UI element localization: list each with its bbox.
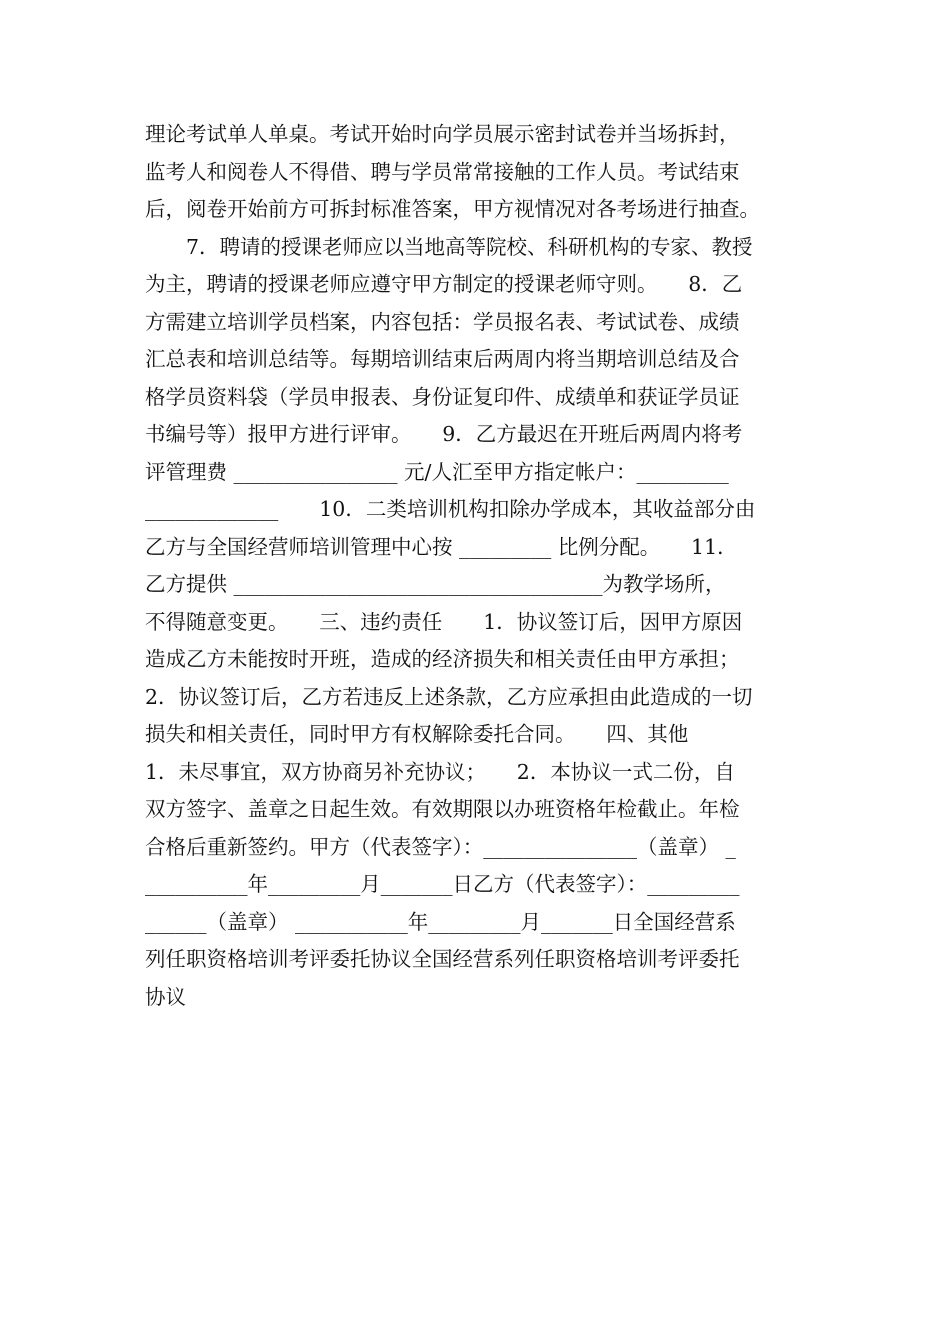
text-line-16: 2．协议签订后，乙方若违反上述条款，乙方应承担由此造成的一切 <box>145 684 753 709</box>
text-line-5: 为主，聘请的授课老师应遵守甲方制定的授课老师守则。 8．乙 <box>145 272 743 296</box>
text-line-20: 合格后重新签约。甲方（代表签字）：_______________（盖章） _ <box>145 834 736 859</box>
text-line-12: 乙方与全国经营师培训管理中心按 _________ 比例分配。 11． <box>145 534 738 559</box>
text-line-10: 评管理费 ________________ 元/人汇至甲方指定帐户：_________ <box>145 459 729 484</box>
contract-body-text <box>145 116 815 1016</box>
text-line-15: 造成乙方未能按时开班，造成的经济损失和相关责任由甲方承担； <box>145 647 740 671</box>
text-line-4: 7．聘请的授课老师应以当地高等院校、科研机构的专家、教授 <box>145 234 753 259</box>
text-line-13: 乙方提供 ____________________________________为教学场所， <box>145 572 726 596</box>
text-line-19: 双方签字、盖章之日起生效。有效期限以办班资格年检截止。年检 <box>145 797 740 821</box>
text-line-21: __________年_________月_______日乙方（代表签字）：_________ <box>145 872 740 896</box>
text-line-14: 不得随意变更。 三、违约责任 1．协议签订后，因甲方原因 <box>145 609 743 634</box>
text-line-18: 1．未尽事宜，双方协商另补充协议； 2．本协议一式二份，自 <box>145 759 735 784</box>
text-line-6: 方需建立培训学员档案，内容包括：学员报名表、考试试卷、成绩 <box>145 309 740 334</box>
text-line-11: _____________ 10．二类培训机构扣除办学成本，其收益部分由 <box>145 497 756 521</box>
text-line-22: ______（盖章） ___________年_________月_______日全国经营系 <box>145 909 736 934</box>
text-line-8: 格学员资料袋（学员申报表、身份证复印件、成绩单和获证学员证 <box>145 384 740 409</box>
text-line-9: 书编号等）报甲方进行评审。 9．乙方最迟在开班后两周内将考 <box>145 422 743 446</box>
text-line-1: 理论考试单人单桌。考试开始时向学员展示密封试卷并当场拆封， <box>145 122 740 146</box>
text-line-24: 协议 <box>145 984 186 1009</box>
text-line-7: 汇总表和培训总结等。每期培训结束后两周内将当期培训总结及合 <box>145 347 740 371</box>
text-line-3: 后，阅卷开始前方可拆封标准答案，甲方视情况对各考场进行抽查。 <box>145 197 760 221</box>
text-line-23: 列任职资格培训考评委托协议全国经营系列任职资格培训考评委托 <box>145 947 740 971</box>
text-line-17: 损失和相关责任，同时甲方有权解除委托合同。 四、其他 <box>145 722 689 746</box>
text-line-2: 监考人和阅卷人不得借、聘与学员常常接触的工作人员。考试结束 <box>145 159 740 184</box>
